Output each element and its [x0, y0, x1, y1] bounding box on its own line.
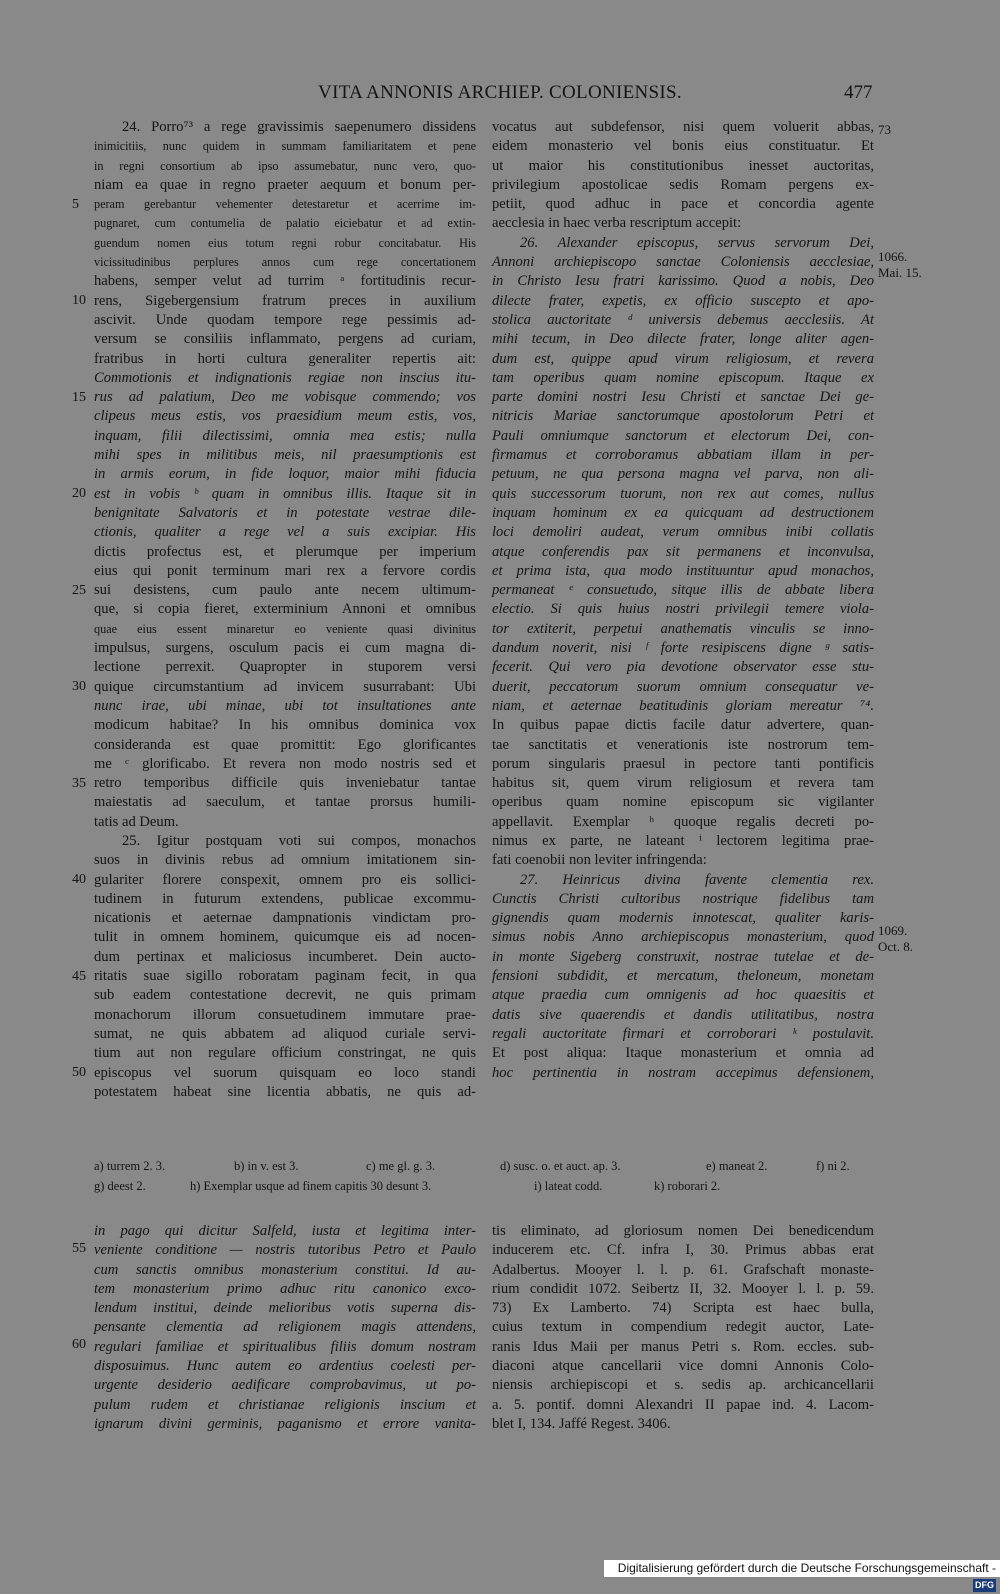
text-line: pensante clementia ad religionem magis attendens, — [94, 1319, 476, 1336]
text-line: que, si copia fieret, exterminium Annoni et omnibus — [94, 601, 476, 618]
text-line: duerit, peccatorum suorum omnium consequatur ve- — [492, 678, 874, 695]
text-line: electio. Si quis huius nostri privilegii temere viola- — [492, 601, 874, 618]
apparatus-note: g) deest 2. — [94, 1179, 146, 1193]
text-line: fecerit. Qui vero pia devotione observator esse stu- — [492, 659, 874, 676]
text-line: niensis archiepiscopi et s. sedis ap. archicancellarii — [492, 1377, 874, 1394]
text-line: atque praedia cum omnigenis ad hoc quaesitis et — [492, 987, 874, 1004]
text-line: impulsus, surgens, osculum pacis ei cum magna di- — [94, 640, 476, 657]
text-line: diaconi atque cancellarii vice domni Annonis Colo- — [492, 1358, 874, 1375]
text-line: consideranda est quae promittit: Ego glorificantes — [94, 736, 476, 753]
text-line: privilegium apostolicae sedis Romam pergens ex- — [492, 176, 874, 193]
text-line: in pago qui dicitur Salfeld, iusta et legitima inter- — [94, 1223, 476, 1239]
text-line: habitus sit, quem virum religiosum et revera tam — [492, 775, 874, 792]
text-line: niam ea quae in regno praeter aequum et bonum per- — [94, 176, 476, 193]
line-number: 50 — [72, 1065, 86, 1080]
apparatus-note: h) Exemplar usque ad finem capitis 30 desunt 3. — [190, 1179, 432, 1193]
digitization-credit — [604, 1560, 1000, 1591]
text-line: nimus ex parte, ne lateant ⁱ lectorem legitima prae- — [492, 832, 874, 849]
text-line: rus ad palatium, Deo me vobisque commendo; vos — [94, 389, 476, 406]
text-line: episcopus vel suorum quisquam eo loco standi — [94, 1064, 476, 1081]
text-line: dictis profectus est, et plerumque per imperium — [94, 543, 476, 560]
text-line: Cunctis Christi cultoribus nostrique fidelibus tam — [492, 890, 874, 907]
text-line: monachorum illorum consuetudinem immutare prae- — [94, 1006, 476, 1023]
apparatus-note: k) roborari 2. — [654, 1179, 721, 1193]
text-line: versum se consiliis inflammato, pergens ad curiam, — [94, 331, 476, 348]
text-line: stolica auctoritate ᵈ universis debemus aecclesiis. At — [492, 311, 874, 328]
text-line: inquam, filii dilectissimi, omnia mea estis; nulla — [94, 427, 476, 444]
critical-apparatus — [94, 1156, 874, 1196]
text-line: tis eliminato, ad gloriosum nomen Dei benedicendum — [492, 1223, 874, 1239]
left-column — [94, 118, 476, 1102]
text-line: tam operibus quam nomine episcopum. Itaque ex — [492, 369, 874, 386]
text-line: pugnaret, cum contumelia de palatio eiciebatur et ad extin- — [94, 216, 476, 231]
line-number: 30 — [72, 679, 86, 694]
text-line: in Christo Iesu fratri karissimo. Quod a nobis, Deo — [492, 273, 874, 290]
text-line: 24. Porro⁷³ a rege gravissimis saepenumero dissidens — [122, 119, 476, 135]
apparatus-note: e) maneat 2. — [706, 1159, 768, 1173]
text-line: lectione perrexit. Quapropter in stuporem versi — [94, 659, 476, 676]
text-line: peram gerebantur vehementer detestaretur et acerrime im- — [94, 197, 476, 212]
text-line: vocatus aut subdefensor, nisi quem voluerit abbas, — [492, 119, 874, 135]
page-number: 477 — [844, 82, 873, 103]
text-line: me ᶜ glorificabo. Et revera non modo nostris sed et — [94, 755, 476, 772]
text-line: aecclesia in haec verba rescriptum accepit: — [492, 215, 742, 232]
text-line: firmamus et corroboramus abbatiam illam in per- — [492, 447, 874, 464]
text-line: 26. Alexander episcopus, servus servorum Dei, — [520, 234, 874, 251]
text-line: inimicitiis, nunc quidem in summam familiaritatem et pene — [94, 139, 476, 154]
right-column — [492, 118, 874, 1083]
text-line: inquam hominum ex ea quicquam ad destructionem — [492, 504, 874, 521]
text-line: mihi spes in militibus meis, nil praesumptionis est — [94, 447, 476, 464]
text-line: veniente conditione — nostris tutoribus Petro et Paulo — [94, 1242, 476, 1259]
text-line: ritatis suae sigillo roboratam paginam fecit, in qua — [94, 968, 476, 985]
text-line: eius qui ponit terminum mari rex a fervore cordis — [94, 562, 476, 579]
text-line: tium aut non regulare officium constringat, ne quis — [94, 1045, 476, 1062]
text-line: vicissitudinibus perplures annos cum rege concertationem — [94, 255, 476, 270]
text-line: fratribus in horti cultura generaliter repertis ait: — [94, 350, 476, 367]
credit-text: Digitalisierung gefördert durch die Deutsche Forschungsgemeinschaft - — [617, 1561, 996, 1575]
text-line: gulariter florere conspexit, omnem pro eis sollici- — [94, 871, 476, 888]
text-line: petiit, quod adhuc in pace et concordia agente — [492, 196, 874, 213]
text-line: gignendis quam modernis innotescat, qualiter karis- — [492, 910, 874, 927]
margin-note-number: 73 — [878, 122, 891, 137]
text-line: datis sive quaerendis et dandis utilitatibus, nostra — [492, 1006, 874, 1023]
text-line: fensioni subdidit, et mercatum, theloneum, monetam — [492, 968, 874, 985]
text-line: Pauli omniumque sanctorum et electorum Dei, con- — [492, 427, 874, 444]
text-line: regulari familiae et spiritualibus filiis domum nostram — [94, 1338, 476, 1355]
text-line: suos in divinis rebus ad omnium imitationem sin- — [94, 852, 476, 869]
text-line: ut maior his constitutionibus inesset auctoritas, — [492, 157, 874, 174]
text-line: maiestatis ad saeculum, et tantae prorsus humili- — [94, 794, 476, 811]
text-line: porum singularis praesul in pectore tanti pontificis — [492, 755, 874, 772]
line-number: 20 — [72, 486, 86, 501]
line-number: 55 — [72, 1241, 86, 1256]
text-line: eidem monasterio vel bonis eius constituatur. Et — [492, 138, 874, 155]
text-line: 27. Heinricus divina favente clementia rex. — [520, 871, 874, 888]
apparatus-note: f) ni 2. — [816, 1159, 850, 1173]
text-line: est in vobis ᵇ quam in omnibus illis. Itaque sit in — [94, 485, 476, 502]
apparatus-note: c) me gl. g. 3. — [366, 1159, 436, 1173]
text-line: atque conferendis pax sit permanens et inconvulsa, — [492, 543, 874, 560]
text-line: inducerem etc. Cf. infra I, 30. Primus abbas erat — [492, 1242, 874, 1259]
text-line: retro temporibus difficile quis inveniebatur tantae — [94, 775, 476, 792]
text-line: a. 5. pontif. domni Alexandri II papae ind. 4. Lacom- — [492, 1396, 874, 1413]
text-line: in monte Sigeberg construxit, nostrae tutelae et de- — [492, 948, 874, 965]
text-line: guendum nomen eius totum regni robur concitabatur. His — [94, 235, 476, 250]
text-line: simus nobis Anno archiepiscopus monasterium, quod — [492, 929, 874, 946]
text-line: hoc pertinentia in nostram accepimus defensionem, — [492, 1064, 874, 1081]
text-line: dandum noverit, nisi ᶠ forte resipiscens digne ᵍ satis- — [492, 640, 874, 657]
text-line: benignitate Salvatoris et in potestate vestrae dile- — [94, 504, 476, 521]
text-line: petuum, ne qua persona magna vel parva, non ali- — [492, 466, 874, 483]
text-line: cuius textum in compendium redegit auctor, Late- — [492, 1319, 874, 1336]
text-line: in regni consortium ab ipso assumebatur, nunc vero, quo- — [94, 158, 476, 173]
margin-date: 1066. — [878, 249, 908, 264]
text-line: rium condidit 1072. Seibertz II, 32. Mooyer l. l. p. 59. — [492, 1280, 874, 1297]
line-number: 25 — [72, 583, 86, 598]
text-line: habens, semper velut ad turrim ᵃ fortitudinis recur- — [94, 273, 476, 290]
text-line: dilecte frater, expetis, ex officio suscepto et apo- — [492, 292, 874, 309]
line-number: 5 — [72, 197, 79, 212]
text-line: mihi tecum, in Deo dilecte frater, longe aliter agen- — [492, 331, 874, 348]
text-line: niam, et aeternae beatitudinis gloriam mereatur ⁷⁴. — [492, 697, 874, 714]
text-line: dum est, quippe apud virum religiosum, et revera — [492, 350, 874, 367]
line-number: 60 — [72, 1337, 86, 1352]
text-line: sub eadem contestatione decrevit, ne quis primam — [94, 987, 476, 1004]
text-line: ignarum divini germinis, paganismo et errore vanita- — [94, 1415, 476, 1432]
text-line: lendum institui, deinde melioribus votis superna dis- — [94, 1300, 476, 1317]
text-line: appellavit. Exemplar ʰ quoque regalis decreti po- — [492, 813, 874, 830]
text-line: blet I, 134. Jaffé Regest. 3406. — [492, 1415, 671, 1432]
text-line: Adalbertus. Mooyer l. l. p. 61. Grafschaft monaste- — [492, 1261, 874, 1278]
text-line: 73) Ex Lamberto. 74) Scripta est haec bulla, — [492, 1300, 874, 1317]
text-line: clipeus meus estis, vos praesidium meum estis, vos, — [94, 408, 476, 425]
text-line: nicationis et aeternae dampnationis vindictam pro- — [94, 910, 476, 927]
apparatus-line — [94, 1156, 874, 1176]
apparatus-note: b) in v. est 3. — [234, 1159, 299, 1173]
margin-date: Oct. 8. — [878, 939, 914, 954]
line-number: 45 — [72, 969, 86, 984]
text-line: tatis ad Deum. — [94, 813, 179, 830]
text-line: tem monasterium primo adhuc ritu canonico exco- — [94, 1280, 476, 1297]
text-line: Commotionis et indignationis regiae non inscius itu- — [94, 369, 476, 386]
text-line: sumat, ne quis abbatem ad aliquod curiale servi- — [94, 1025, 476, 1042]
line-number: 10 — [72, 293, 86, 308]
text-line: ascivit. Unde quodam tempore rege pessimis ad- — [94, 311, 476, 328]
apparatus-note: d) susc. o. et auct. ap. 3. — [500, 1159, 621, 1173]
text-line: tulit in omnem hominem, quicumque eis ad nocen- — [94, 929, 476, 946]
text-line: quis successorum tuorum, non rex aut comes, nullus — [492, 485, 874, 502]
text-line: et prima ista, qua modo instituuntur apud monachos, — [492, 562, 874, 579]
text-line: potestatem habeat sine licentia abbatis, ne quis ad- — [94, 1083, 476, 1100]
text-line: dum pertinax et maliciosus incumberet. Dein aucto- — [94, 948, 476, 965]
text-line: In quibus papae dictis facile datur advertere, quan- — [492, 717, 874, 734]
lower-right-column — [492, 1222, 874, 1434]
text-line: sui desistens, cum paulo ante necem ultimum- — [94, 582, 476, 599]
text-line: parte domini nostri Iesu Christi et sanctae Dei ge- — [492, 389, 874, 406]
text-line: 25. Igitur postquam voti sui compos, monachos — [122, 832, 476, 849]
text-line: in armis eorum, in fide loquor, maior mihi fiducia — [94, 466, 476, 483]
line-number: 15 — [72, 390, 86, 405]
text-line: modicum habitae? In his omnibus dominica vox — [94, 717, 476, 734]
apparatus-line — [94, 1176, 874, 1196]
lower-left-column — [94, 1222, 476, 1434]
text-line: tor extiterit, perpetui anathematis vinculis se inno- — [492, 620, 874, 637]
line-number: 35 — [72, 776, 86, 791]
text-line: ranis Idus Maii per manus Petri s. Rom. eccles. sub- — [492, 1338, 874, 1355]
dfg-logo: DFG — [975, 1580, 994, 1591]
text-line: urgente desiderio aedificare comprobavimus, ut po- — [94, 1377, 476, 1394]
line-number: 40 — [72, 872, 86, 887]
apparatus-note: i) lateat codd. — [534, 1179, 603, 1193]
running-title: VITA ANNONIS ARCHIEP. COLONIENSIS. — [318, 82, 682, 103]
text-line: fati coenobii non leviter infringenda: — [492, 852, 707, 869]
text-line: tae sanctitatis et venerationis iste nostrorum tem- — [492, 736, 874, 753]
text-line: cum sanctis omnibus monasterium constitui. Id au- — [94, 1261, 476, 1278]
text-line: disposuimus. Hunc autem eo ardentius coelesti per- — [94, 1358, 476, 1375]
apparatus-note: a) turrem 2. 3. — [94, 1159, 166, 1173]
text-line: Et post aliqua: Itaque monasterium et omnia ad — [492, 1045, 874, 1062]
text-line: rens, Sigebergensium fratrum preces in auxilium — [94, 292, 476, 309]
margin-date: Mai. 15. — [878, 265, 922, 280]
text-line: loci demoliri audeat, verum omnibus inibi collatis — [492, 524, 874, 541]
margin-date: 1069. — [878, 923, 908, 938]
text-line: pulum rudem et christianae religionis inscium et — [94, 1396, 476, 1413]
text-line: tudinem in futurum extendens, publicae excommu- — [94, 890, 476, 907]
text-line: permaneat ᵉ consuetudo, sitque illis de abbate libera — [492, 582, 874, 599]
text-line: regali auctoritate firmari et corroborari ᵏ postulavit. — [492, 1025, 874, 1042]
text-line: quae eius essent minaretur eo veniente quasi divinitus — [94, 621, 476, 636]
text-line: operibus quam nomine episcopum sic vigilanter — [492, 794, 874, 811]
text-line: nitricis Mariae sanctorumque apostolorum Petri et — [492, 408, 874, 425]
text-line: Annoni archiepiscopo sanctae Coloniensis aecclesiae, — [492, 254, 874, 271]
text-line: quique circumstantium ad invicem susurrabant: Ubi — [94, 678, 476, 695]
text-line: ctionis, qualiter a rege vel a suis excipiar. His — [94, 524, 476, 541]
text-line: nunc irae, ubi minae, ubi tot insultationes ante — [94, 697, 476, 714]
